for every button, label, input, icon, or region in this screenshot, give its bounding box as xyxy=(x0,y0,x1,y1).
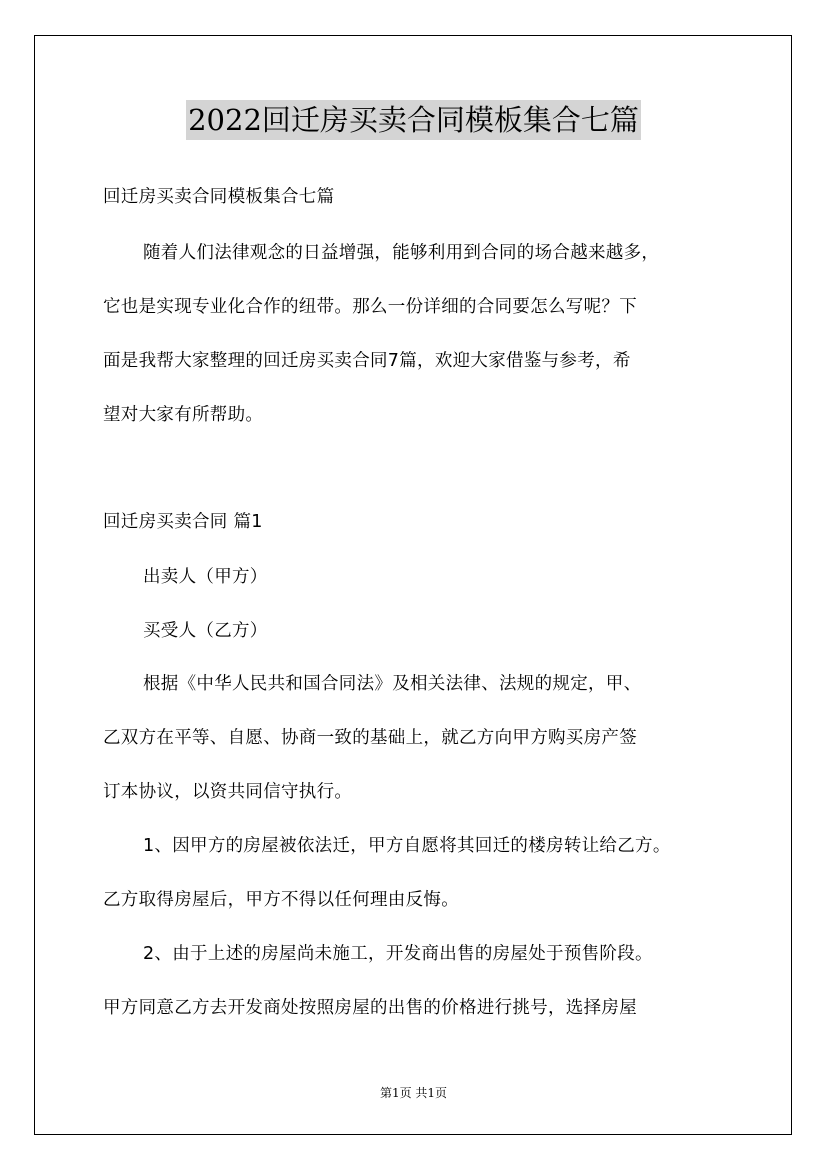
intro-line-4: 望对大家有所帮助。 xyxy=(103,405,264,425)
document-title: 2022回迁房买卖合同模板集合七篇 xyxy=(186,100,641,140)
clause-1-line-1: 1、因甲方的房屋被依法迁，甲方自愿将其回迁的楼房转让给乙方。 xyxy=(143,836,671,856)
seller-label: 出卖人（甲方） xyxy=(143,567,268,587)
intro-line-2: 它也是实现专业化合作的纽带。那么一份详细的合同要怎么写呢？下 xyxy=(103,297,637,317)
section-heading: 回迁房买卖合同 篇1 xyxy=(103,512,263,532)
clause-2-line-2: 甲方同意乙方去开发商处按照房屋的出售的价格进行挑号，选择房屋 xyxy=(103,998,637,1018)
clause-intro-line-3: 订本协议，以资共同信守执行。 xyxy=(103,782,353,802)
clause-intro-line-1: 根据《中华人民共和国合同法》及相关法律、法规的规定，甲、 xyxy=(143,674,642,694)
intro-line-1: 随着人们法律观念的日益增强，能够利用到合同的场合越来越多， xyxy=(143,243,660,263)
title-container xyxy=(0,100,827,140)
clause-intro-line-2: 乙双方在平等、自愿、协商一致的基础上，就乙方向甲方购买房产签 xyxy=(103,728,637,748)
buyer-label: 买受人（乙方） xyxy=(143,621,268,641)
document-subtitle: 回迁房买卖合同模板集合七篇 xyxy=(103,187,335,207)
intro-line-3: 面是我帮大家整理的回迁房买卖合同7篇，欢迎大家借鉴与参考，希 xyxy=(103,351,631,371)
page-footer: 第1页 共1页 xyxy=(379,1086,448,1100)
clause-1-line-2: 乙方取得房屋后，甲方不得以任何理由反悔。 xyxy=(103,890,459,910)
clause-2-line-1: 2、由于上述的房屋尚未施工，开发商出售的房屋处于预售阶段。 xyxy=(143,944,653,964)
